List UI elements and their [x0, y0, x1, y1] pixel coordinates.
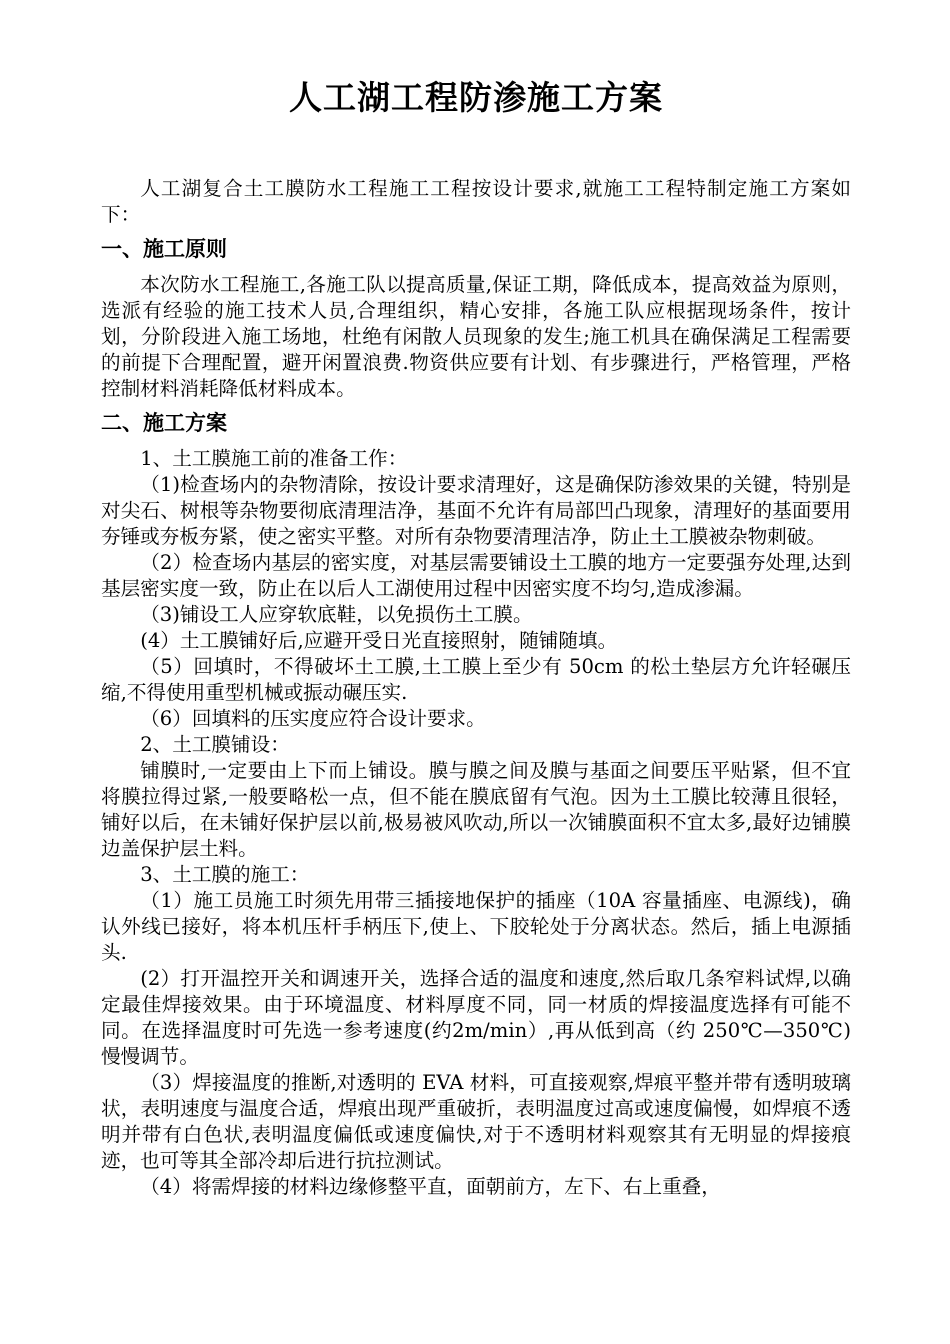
plan-paragraph: （3)铺设工人应穿软底鞋，以免损伤土工膜。 — [140, 603, 533, 626]
plan-paragraph: 铺膜时,一定要由上下而上铺设。膜与膜之间及膜与基面之间要压平贴紧，但不宜将膜拉得过紧,一般要略松一点，但不能在膜底留有气泡。因为土工膜比较薄且很轻，铺好以后，在未铺好保护层以前,极易被风吹动,所以一次铺膜面积不宜太多,最好边铺膜边盖保护层土料。 — [101, 759, 851, 860]
section-heading-plan: 二、施工方案 — [101, 411, 227, 435]
plan-subheading-laying: 2、土工膜铺设： — [140, 733, 290, 756]
plan-paragraph: （2）检查场内基层的密实度，对基层需要铺设土工膜的地方一定要强夯处理,达到基层密实度一致，防止在以后人工湖使用过程中因密实度不均匀,造成渗漏。 — [101, 551, 851, 600]
plan-paragraph: （3）焊接温度的推断,对透明的 EVA 材料，可直接观察,焊痕平整并带有透明玻璃状，表明速度与温度合适，焊痕出现严重破折，表明温度过高或速度偏慢，如焊痕不透明并带有白色状,表明温度偏低或速度偏快,对于不透明材料观察其有无明显的焊接痕迹，也可等其全部冷却后进行抗拉测试。 — [101, 1071, 851, 1172]
plan-paragraph: （1)检查场内的杂物清除，按设计要求清理好，这是确保防渗效果的关键，特别是对尖石、树根等杂物要彻底清理洁净，基面不允许有局部凹凸现象，清理好的基面要用夯锤或夯板夯紧，使之密实平整。对所有杂物要清理洁净，防止土工膜被杂物刺破。 — [101, 473, 851, 548]
plan-subheading-construction: 3、土工膜的施工： — [140, 863, 310, 886]
plan-paragraph: （4）将需焊接的材料边缘修整平直，面朝前方，左下、右上重叠， — [140, 1175, 721, 1198]
document-title: 人工湖工程防渗施工方案 — [289, 78, 663, 117]
principles-paragraph: 本次防水工程施工,各施工队以提高质量,保证工期，降低成本，提高效益为原则，选派有经验的施工技术人员,合理组织，精心安排，各施工队应根据现场条件，按计划，分阶段进入施工场地，杜绝有闲散人员现象的发生;施工机具在确保满足工程需要的前提下合理配置，避开闲置浪费.物资供应要有计划、有步骤进行，严格管理，严格控制材料消耗降低材料成本。 — [101, 273, 851, 400]
plan-paragraph: （6）回填料的压实度应符合设计要求。 — [140, 707, 486, 730]
plan-subheading-preparation: 1、土工膜施工前的准备工作： — [140, 447, 408, 470]
plan-paragraph: （1）施工员施工时须先用带三插接地保护的插座（10A 容量插座、电源线)，确认外线已接好，将本机压杆手柄压下,使上、下胶轮处于分离状态。然后，插上电源插头. — [101, 889, 851, 964]
plan-paragraph: （5）回填时，不得破坏土工膜,土工膜上至少有 50cm 的松土垫层方允许轻碾压缩,不得使用重型机械或振动碾压实. — [101, 655, 851, 704]
document-body — [101, 176, 851, 1200]
section-heading-principles: 一、施工原则 — [101, 237, 227, 261]
plan-paragraph: (2）打开温控开关和调速开关，选择合适的温度和速度,然后取几条窄料试焊,以确定最佳焊接效果。由于环境温度、材料厚度不同，同一材质的焊接温度选择有可能不同。在选择温度时可先选一参考速度(约2m/min）,再从低到高（约 250℃—350℃)慢慢调节。 — [101, 967, 851, 1068]
intro-paragraph: 人工湖复合土工膜防水工程施工工程按设计要求,就施工工程特制定施工方案如下： — [101, 177, 851, 226]
plan-paragraph: (4）土工膜铺好后,应避开受日光直接照射，随铺随填。 — [140, 629, 618, 652]
